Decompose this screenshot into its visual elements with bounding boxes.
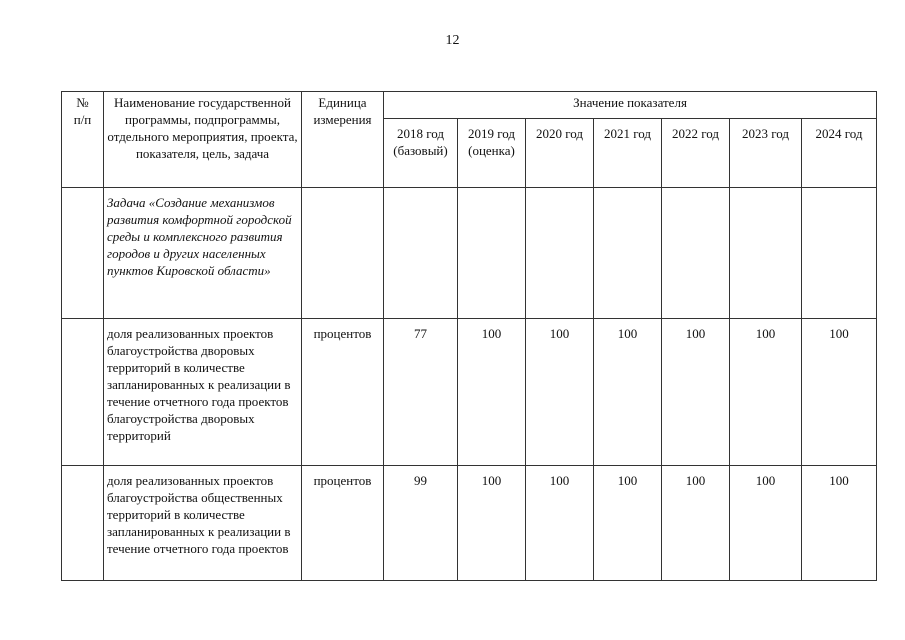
- row-value: [730, 188, 802, 319]
- row-unit: [302, 188, 384, 319]
- header-year: 2023 год: [730, 119, 802, 188]
- row-value: [458, 188, 526, 319]
- table-row: [62, 466, 877, 581]
- row-value: [384, 188, 458, 319]
- row-value: [662, 188, 730, 319]
- row-value: 100: [526, 466, 594, 581]
- header-year: 2022 год: [662, 119, 730, 188]
- row-value: [802, 188, 877, 319]
- header-year: 2019 год (оценка): [458, 119, 526, 188]
- header-num: № п/п: [62, 92, 104, 188]
- header-name: Наименование государственной программы, подпрограммы, отдельного мероприятия, проекта, показателя, цель, задача: [104, 92, 302, 188]
- header-year: 2020 год: [526, 119, 594, 188]
- row-number: [62, 319, 104, 466]
- header-row-1: [62, 92, 877, 119]
- row-unit: процентов: [302, 466, 384, 581]
- indicators-table: [61, 91, 877, 581]
- row-value: 100: [458, 319, 526, 466]
- row-value: 100: [594, 319, 662, 466]
- row-value: 100: [802, 466, 877, 581]
- header-year: 2018 год (базовый): [384, 119, 458, 188]
- table-row: [62, 319, 877, 466]
- row-value: 100: [662, 466, 730, 581]
- row-value: 99: [384, 466, 458, 581]
- row-number: [62, 466, 104, 581]
- row-value: 100: [730, 319, 802, 466]
- header-year: 2024 год: [802, 119, 877, 188]
- row-value: 100: [458, 466, 526, 581]
- row-unit: процентов: [302, 319, 384, 466]
- row-value: 100: [802, 319, 877, 466]
- row-value: [526, 188, 594, 319]
- indicator-name: доля реализованных проектов благоустройства дворовых территорий в количестве запланированных к реализации в течение отчетного года проектов благоустройства дворовых территорий: [104, 319, 302, 466]
- table-row: [62, 188, 877, 319]
- row-value: 100: [730, 466, 802, 581]
- row-number: [62, 188, 104, 319]
- row-value: 77: [384, 319, 458, 466]
- header-unit: Единица измерения: [302, 92, 384, 188]
- row-value: 100: [526, 319, 594, 466]
- indicator-name: доля реализованных проектов благоустройства общественных территорий в количестве запланированных к реализации в течение отчетного года проектов: [104, 466, 302, 581]
- header-value-group: Значение показателя: [384, 92, 877, 119]
- row-value: 100: [594, 466, 662, 581]
- row-value: 100: [662, 319, 730, 466]
- task-name: Задача «Создание механизмов развития комфортной городской среды и комплексного развития городов и других населенных пунктов Кировской области»: [104, 188, 302, 319]
- row-value: [594, 188, 662, 319]
- page-number: 12: [445, 33, 460, 48]
- header-year: 2021 год: [594, 119, 662, 188]
